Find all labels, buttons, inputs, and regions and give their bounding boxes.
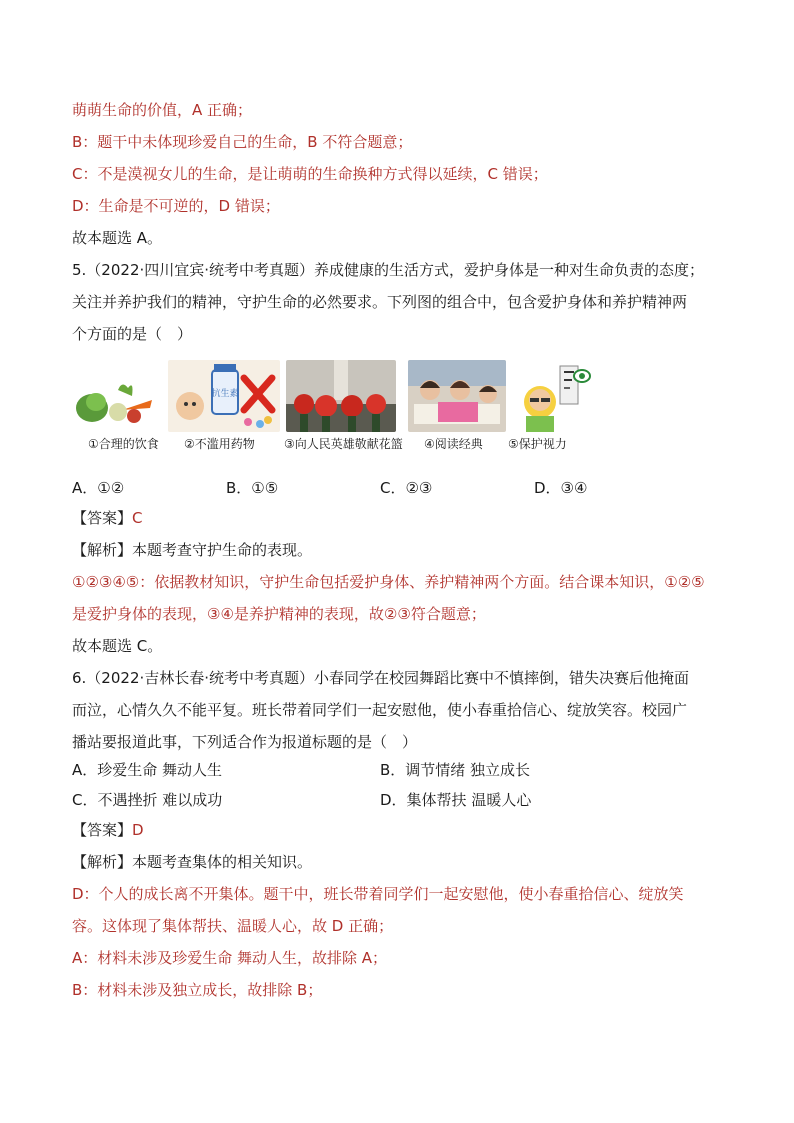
question-6-answer: [72, 820, 144, 840]
question-5-option-b[interactable]: B．①⑤: [226, 479, 279, 497]
text-line: 故本题选 A。: [72, 229, 163, 247]
explanation-text: 本题考查守护生命的表现。: [132, 541, 313, 559]
text-line: C：不是漠视女儿的生命，是让萌萌的生命换种方式得以延续，C 错误；: [72, 165, 548, 183]
question-6-explanation-line: D：个人的成长离不开集体。题干中，班长带着同学们一起安慰他，使小春重拾信心、绽放笑: [72, 885, 684, 903]
question-5-stem: 5.（2022·四川宜宾·统考中考真题）养成健康的生活方式，爱护身体是一种对生命负责的态度；: [72, 261, 705, 279]
answer-label: 答案: [87, 509, 118, 527]
explanation-bracket: 【: [72, 853, 88, 871]
pill-label: 抗生素: [211, 389, 239, 399]
question-5-option-a[interactable]: A．①②: [72, 479, 125, 497]
explanation-text: 是爱护身体的表现，: [72, 605, 208, 623]
text-line: D：生命是不可逆的，D 错误；: [72, 197, 280, 215]
answer-bracket: 【: [72, 509, 88, 527]
question-5-stem: 个方面的是（ ）: [72, 325, 193, 343]
explanation-text: ：依据教材知识，守护生命包括爱护身体、养护精神两个方面。结合课本知识，: [139, 573, 665, 591]
image-caption: ⑤保护视力: [508, 437, 567, 451]
question-6-explanation-line: B：材料未涉及独立成长，故排除 B；: [72, 981, 323, 999]
question-6-option-d[interactable]: D．集体帮扶 温暖人心: [380, 791, 532, 809]
question-6-explanation-header: [72, 852, 312, 872]
answer-value: C: [132, 509, 143, 527]
food-image: [72, 360, 162, 432]
explanation-options: ①②⑤: [664, 573, 705, 591]
explanation-options: ①②③④⑤: [72, 573, 140, 591]
question-5-option-d[interactable]: D．③④: [534, 479, 588, 497]
question-6-explanation-line: A：材料未涉及珍爱生命 舞动人生，故排除 A；: [72, 949, 388, 967]
question-6-stem: 6.（2022·吉林长春·统考中考真题）小春同学在校园舞蹈比赛中不慎摔倒，错失决赛后他掩面: [72, 669, 690, 687]
question-5-image-strip: [72, 360, 592, 456]
answer-bracket: 【: [72, 821, 88, 839]
question-5-stem: 关注并养护我们的精神，守护生命的必然要求。下列图的组合中，包含爱护身体和养护精神两: [72, 293, 688, 311]
question-6-stem: 播站要报道此事，下列适合作为报道标题的是（ ）: [72, 733, 418, 751]
text-line: B：题干中未体现珍爱自己的生命，B 不符合题意；: [72, 133, 413, 151]
question-6-option-c[interactable]: C．不遇挫折 难以成功: [72, 791, 223, 809]
explanation-options: ③④: [207, 605, 234, 623]
reading-image: [408, 360, 506, 432]
explanation-bracket: 【: [72, 541, 88, 559]
image-caption: ③向人民英雄敬献花篮: [284, 437, 403, 451]
monument-image: [286, 360, 396, 432]
answer-bracket: 】: [117, 509, 133, 527]
explanation-label: 解析: [87, 541, 118, 559]
image-caption: ②不滥用药物: [184, 437, 255, 451]
question-6-explanation-line: 容。这体现了集体帮扶、温暖人心，故 D 正确；: [72, 917, 394, 935]
answer-bracket: 】: [117, 821, 133, 839]
explanation-text: 本题考查集体的相关知识。: [132, 853, 313, 871]
question-6-option-a[interactable]: A．珍爱生命 舞动人生: [72, 761, 223, 779]
question-5-conclusion: 故本题选 C。: [72, 637, 163, 655]
explanation-bracket: 】: [117, 541, 133, 559]
question-5-option-c[interactable]: C．②③: [380, 479, 433, 497]
question-5-explanation-line: [72, 572, 705, 592]
explanation-text: 是养护精神的表现，故②③符合题意；: [233, 605, 486, 623]
eyesight-image: [516, 360, 592, 432]
answer-value: D: [132, 821, 144, 839]
question-5-explanation-header: [72, 540, 312, 560]
question-5-answer: [72, 508, 143, 528]
medicine-image: [168, 360, 280, 432]
question-6-option-b[interactable]: B．调节情绪 独立成长: [380, 761, 531, 779]
explanation-bracket: 】: [117, 853, 133, 871]
question-5-explanation-line: [72, 604, 486, 624]
explanation-label: 解析: [87, 853, 118, 871]
question-6-stem: 而泣，心情久久不能平复。班长带着同学们一起安慰他，使小春重拾信心、绽放笑容。校园广: [72, 701, 688, 719]
text-line: 萌萌生命的价值，A 正确；: [72, 101, 253, 119]
answer-label: 答案: [87, 821, 118, 839]
image-caption: ①合理的饮食: [88, 437, 159, 451]
image-caption: ④阅读经典: [424, 437, 483, 451]
